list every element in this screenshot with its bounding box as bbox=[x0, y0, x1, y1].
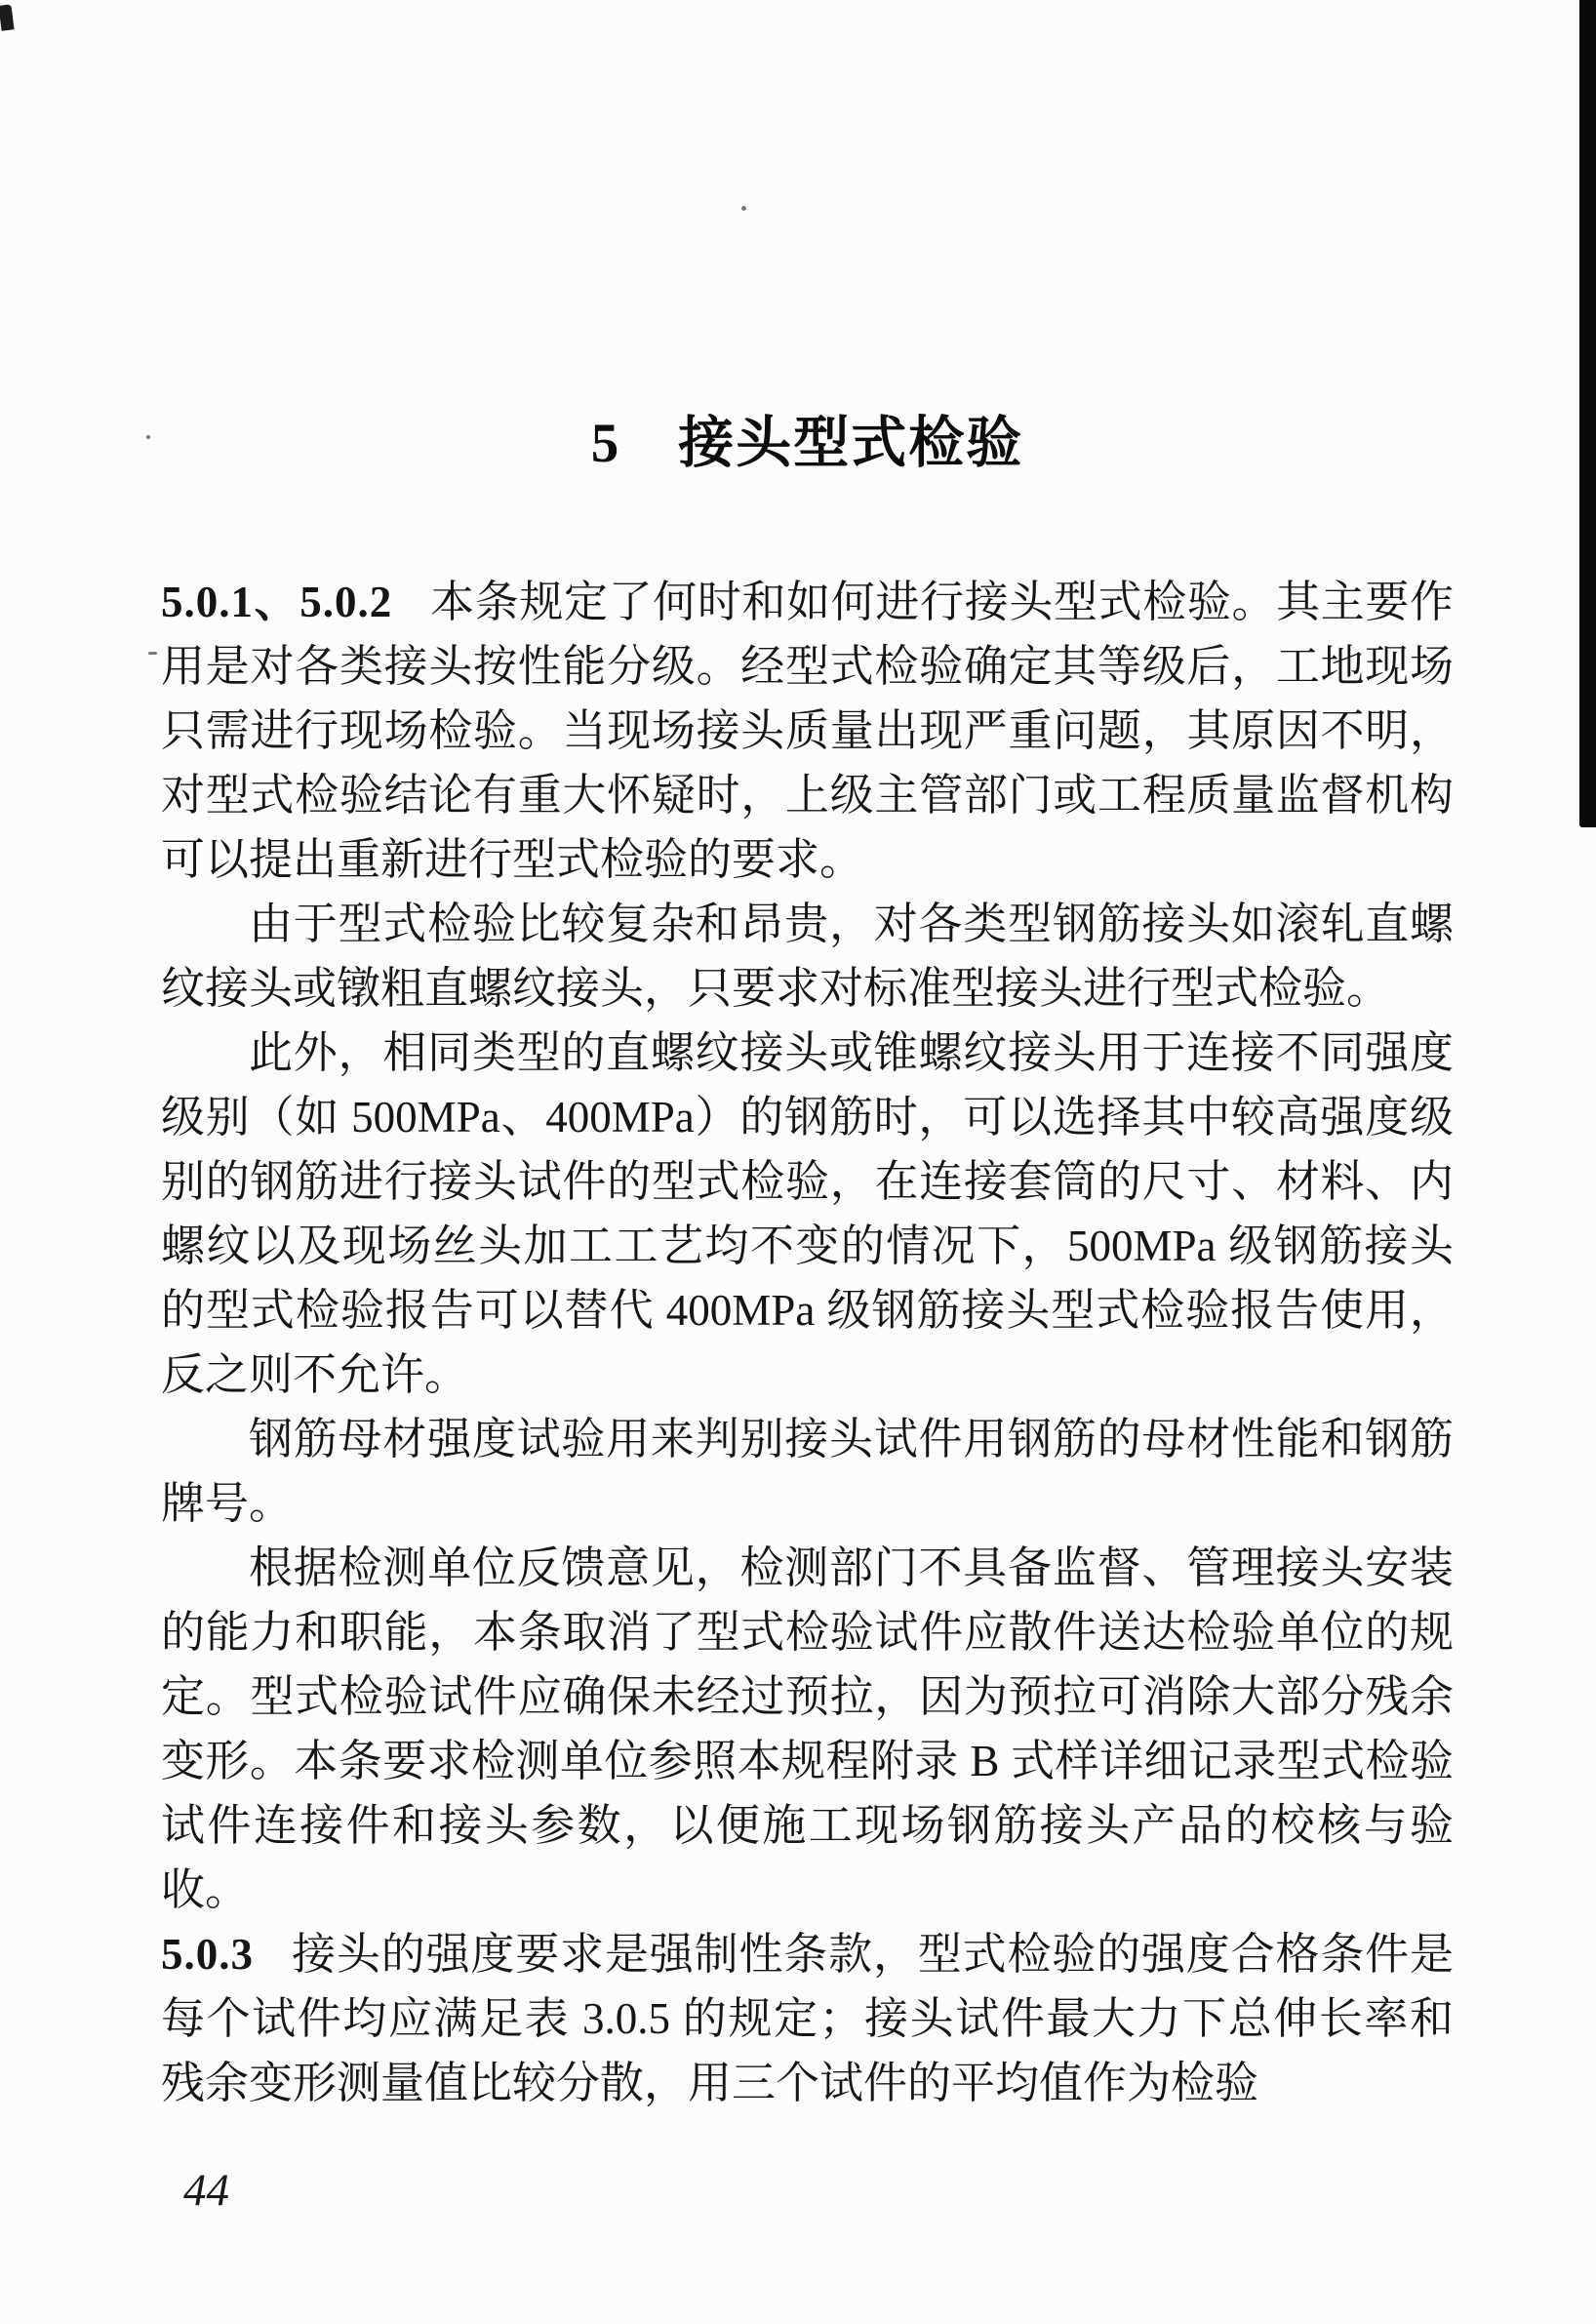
clause-label: 5.0.3 bbox=[161, 1930, 254, 1979]
paragraph bbox=[161, 892, 1454, 1021]
scan-speck bbox=[148, 652, 157, 655]
paragraph-text: 钢筋母材强度试验用来判别接头试件用钢筋的母材性能和钢筋牌号。 bbox=[161, 1415, 1454, 1528]
paragraph-text: 由于型式检验比较复杂和昂贵，对各类型钢筋接头如滚轧直螺纹接头或镦粗直螺纹接头，只要求对标准型接头进行型式检验。 bbox=[161, 900, 1454, 1013]
paragraph bbox=[161, 1407, 1454, 1536]
paragraph-5-0-3 bbox=[161, 1922, 1454, 2115]
paragraph bbox=[161, 1021, 1454, 1407]
chapter-title: 5 接头型式检验 bbox=[590, 413, 1024, 474]
paragraph bbox=[161, 1536, 1454, 1922]
page-content bbox=[161, 0, 1454, 2115]
scan-artifact-right-bar bbox=[1579, 0, 1596, 827]
paragraph-5-0-1 bbox=[161, 570, 1454, 892]
clause-label: 5.0.1、5.0.2 bbox=[161, 578, 393, 626]
page-number: 44 bbox=[183, 2165, 229, 2216]
paragraph-text: 根据检测单位反馈意见，检测部门不具备监督、管理接头安装的能力和职能，本条取消了型式检验试件应散件送达检验单位的规定。型式检验试件应确保未经过预拉，因为预拉可消除大部分残余变形。本条要求检测单位参照本规程附录 B 式样详细记录型式检验试件连接件和接头参数，以便施工现场钢筋接头产品的校核与验收。 bbox=[161, 1543, 1454, 1914]
scan-speck bbox=[146, 435, 150, 439]
paragraph-text: 接头的强度要求是强制性条款，型式检验的强度合格条件是每个试件均应满足表 3.0.5 的规定；接头试件最大力下总伸长率和残余变形测量值比较分散，用三个试件的平均值作为检验 bbox=[161, 1930, 1454, 2107]
paragraph-text: 本条规定了何时和如何进行接头型式检验。其主要作用是对各类接头按性能分级。经型式检验确定其等级后，工地现场只需进行现场检验。当现场接头质量出现严重问题，其原因不明，对型式检验结论有重大怀疑时，上级主管部门或工程质量监督机构可以提出重新进行型式检验的要求。 bbox=[161, 578, 1454, 884]
paragraph-text: 此外，相同类型的直螺纹接头或锥螺纹接头用于连接不同强度级别（如 500MPa、400MPa）的钢筋时，可以选择其中较高强度级别的钢筋进行接头试件的型式检验，在连接套筒的尺寸、材料、内螺纹以及现场丝头加工工艺均不变的情况下，500MPa 级钢筋接头的型式检验报告可以替代 400MPa 级钢筋接头型式检验报告使用，反之则不允许。 bbox=[161, 1028, 1454, 1399]
body-text bbox=[161, 570, 1454, 2115]
scan-artifact-top-left bbox=[0, 4, 15, 30]
